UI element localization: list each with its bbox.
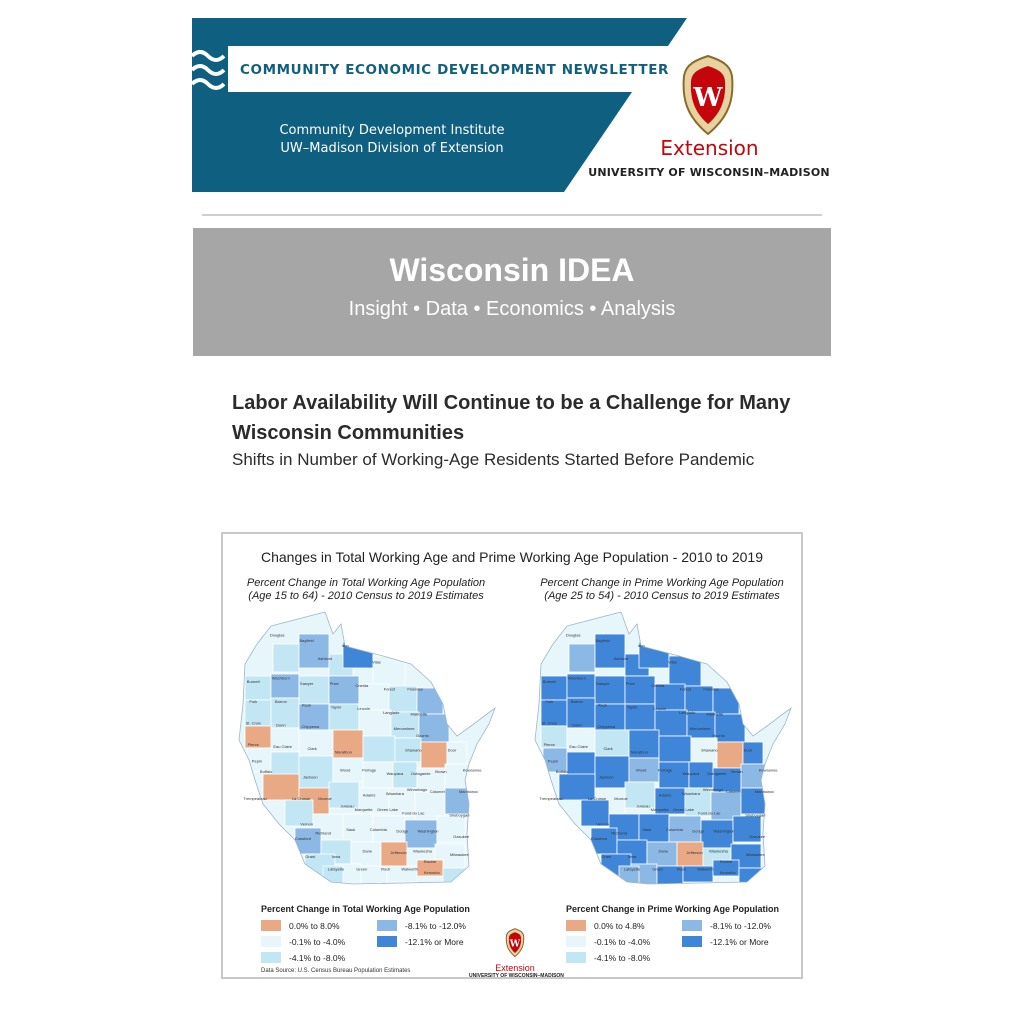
left-county-shape bbox=[421, 742, 447, 768]
left-county-shape bbox=[299, 730, 333, 756]
right-county-label: Door bbox=[743, 747, 753, 753]
left-county-label: Douglas bbox=[269, 632, 285, 638]
institute-line-1: Community Development Institute bbox=[279, 123, 505, 138]
left-county-label: Pepin bbox=[251, 758, 263, 764]
right-county-label: Waukesha bbox=[709, 848, 728, 854]
right-county-label: Racine bbox=[719, 859, 733, 865]
article-subheadline: Shifts in Number of Working-Age Residents Started Before Pandemic bbox=[232, 450, 755, 469]
left-county-label: Green Lake bbox=[377, 807, 399, 812]
left-county-label: Door bbox=[447, 747, 457, 753]
right-county-label: Outagamie bbox=[706, 771, 727, 776]
population-change-figure bbox=[221, 532, 803, 979]
left-county-label: Calumet bbox=[429, 789, 445, 794]
left-county-label: Rusk bbox=[302, 702, 312, 708]
left-county-label: Wood bbox=[340, 767, 351, 773]
left-county-label: Chippewa bbox=[301, 724, 320, 730]
mini-uw-crest-icon bbox=[504, 928, 526, 958]
left-county-label: Iron bbox=[341, 643, 349, 649]
left-county-label: Sawyer bbox=[299, 681, 314, 686]
right-county-label: Douglas bbox=[565, 632, 581, 638]
left-county-label: Langlade bbox=[383, 709, 400, 715]
right-county-label: Washington bbox=[713, 828, 735, 834]
left-county-label: Washington bbox=[417, 828, 439, 834]
left-county-label: Crawford bbox=[294, 835, 312, 841]
right-county-label: Fond du Lac bbox=[698, 810, 721, 816]
right-county-label: Winnebago bbox=[702, 787, 724, 793]
right-legend-item bbox=[566, 936, 650, 947]
left-county-shape bbox=[405, 820, 437, 848]
left-legend-title: Percent Change in Total Working Age Population bbox=[261, 904, 470, 914]
right-county-label: Florence bbox=[703, 686, 719, 692]
mini-extension-logo bbox=[469, 928, 564, 979]
right-county-shape bbox=[717, 742, 743, 768]
left-county-label: Manitowoc bbox=[458, 789, 479, 794]
left-county-shape bbox=[363, 736, 395, 762]
right-county-label: Lincoln bbox=[653, 706, 666, 712]
left-county-label: Milwaukee bbox=[449, 852, 469, 857]
right-county-label: Crawford bbox=[590, 835, 608, 841]
left-county-label: Clark bbox=[307, 745, 317, 751]
right-county-label: Pepin bbox=[547, 758, 559, 764]
left-legend-label: 0.0% to 8.0% bbox=[289, 920, 340, 931]
right-county-label: Walworth bbox=[697, 866, 714, 872]
left-county-label: Buffalo bbox=[259, 769, 273, 775]
newsletter-header bbox=[192, 18, 832, 192]
left-county-label: Polk bbox=[249, 699, 258, 704]
left-county-label: Forest bbox=[383, 686, 396, 692]
right-legend-swatch bbox=[682, 936, 702, 947]
left-county-label: Oconto bbox=[416, 733, 429, 739]
left-county-label: Columbia bbox=[369, 826, 387, 832]
left-county-label: Marathon bbox=[334, 749, 352, 755]
left-county-label: Winnebago bbox=[406, 787, 428, 793]
right-county-label: Rusk bbox=[598, 702, 608, 708]
left-county-label: Kewaunee bbox=[462, 767, 482, 773]
left-county-shape bbox=[443, 868, 467, 884]
left-county-label: Shawano bbox=[404, 747, 422, 753]
left-county-label: Rock bbox=[381, 866, 391, 872]
article-headline: Labor Availability Will Continue to be a Challenge for Many Wisconsin Communities bbox=[232, 392, 791, 444]
right-county-label: Waupaca bbox=[682, 771, 700, 776]
left-legend-label: -12.1% or More bbox=[405, 936, 464, 947]
left-county-label: Marinette bbox=[410, 711, 428, 717]
left-county-label: Green bbox=[356, 866, 368, 872]
left-county-label: Dane bbox=[362, 848, 373, 854]
right-county-label: Grant bbox=[601, 853, 612, 859]
left-county-label: Eau Claire bbox=[273, 744, 293, 749]
left-county-label: Monroe bbox=[318, 796, 332, 802]
right-county-label: Richland bbox=[611, 830, 627, 836]
left-map-caption-line-2: (Age 15 to 64) - 2010 Census to 2019 Estimates bbox=[248, 590, 484, 602]
right-county-label: Green bbox=[652, 866, 664, 872]
left-county-label: Burnett bbox=[246, 679, 260, 685]
left-county-label: Waushara bbox=[385, 790, 404, 796]
left-county-label: Juneau bbox=[340, 803, 354, 809]
right-county-label: Rock bbox=[677, 866, 687, 872]
left-map-caption-line-1: Percent Change in Total Working Age Population bbox=[246, 577, 486, 589]
right-map-caption-line-2: (Age 25 to 54) - 2010 Census to 2019 Estimates bbox=[544, 590, 780, 602]
left-county-label: La Crosse bbox=[291, 796, 311, 802]
right-legend-label: -12.1% or More bbox=[710, 936, 769, 947]
right-county-label: Barron bbox=[570, 699, 583, 704]
right-county-label: Ozaukee bbox=[749, 834, 766, 839]
right-county-shape bbox=[659, 736, 691, 762]
left-county-label: Marquette bbox=[354, 807, 373, 812]
right-county-label: Dane bbox=[658, 848, 669, 854]
left-county-label: Lincoln bbox=[357, 706, 370, 712]
institute-name bbox=[252, 122, 532, 158]
left-legend-label: -4.1% to -8.0% bbox=[289, 952, 346, 963]
right-county-label: Manitowoc bbox=[754, 789, 775, 794]
right-county-label: Pierce bbox=[543, 742, 555, 748]
left-legend-swatch bbox=[261, 936, 281, 947]
left-legend-swatch bbox=[261, 952, 281, 963]
left-county-label: Waukesha bbox=[413, 848, 432, 854]
right-county-label: Kewaunee bbox=[758, 767, 778, 773]
left-county-label: Dunn bbox=[276, 722, 286, 728]
left-legend-item bbox=[377, 920, 466, 931]
left-county-label: Jackson bbox=[302, 774, 318, 780]
left-county-label: Fond du Lac bbox=[402, 810, 425, 816]
right-county-label: Brown bbox=[731, 769, 743, 775]
left-county-label: Bayfield bbox=[299, 637, 314, 643]
institute-line-2: UW–Madison Division of Extension bbox=[280, 141, 504, 156]
right-county-label: Polk bbox=[545, 699, 554, 704]
figure-title: Changes in Total Working Age and Prime Working Age Population - 2010 to 2019 bbox=[261, 549, 763, 565]
right-county-label: Trempealeau bbox=[539, 796, 563, 802]
right-county-label: Lafayette bbox=[623, 866, 641, 872]
right-county-label: Kenosha bbox=[719, 870, 736, 875]
right-county-label: Juneau bbox=[636, 803, 650, 809]
left-legend-item bbox=[261, 952, 345, 963]
right-county-label: Eau Claire bbox=[569, 744, 589, 749]
right-county-label: Dunn bbox=[572, 722, 582, 728]
right-county-label: Washburn bbox=[567, 675, 586, 681]
uw-crest-icon bbox=[680, 54, 736, 138]
right-county-label: Waushara bbox=[681, 790, 700, 796]
right-county-label: Sauk bbox=[642, 826, 652, 832]
left-county-label: Portage bbox=[362, 767, 377, 773]
right-county-label: La Crosse bbox=[587, 796, 607, 802]
left-county-label: Racine bbox=[423, 859, 437, 865]
right-county-shape bbox=[743, 742, 763, 764]
left-county-label: Brown bbox=[435, 769, 447, 775]
right-county-label: Sawyer bbox=[595, 681, 610, 686]
right-legend-swatch bbox=[566, 920, 586, 931]
left-county-label: Outagamie bbox=[410, 771, 431, 776]
data-source-note: Data Source: U.S. Census Bureau Population Estimates bbox=[261, 968, 411, 974]
left-county-map bbox=[233, 604, 503, 894]
right-county-label: Chippewa bbox=[597, 724, 616, 730]
left-county-label: Dodge bbox=[396, 828, 409, 834]
right-county-label: Oconto bbox=[712, 733, 725, 739]
mini-extension-word: Extension bbox=[495, 963, 535, 973]
left-county-label: Vernon bbox=[300, 821, 313, 827]
left-county-label: Sauk bbox=[346, 826, 356, 832]
right-county-label: Forest bbox=[679, 686, 692, 692]
right-legend-swatch bbox=[566, 936, 586, 947]
left-county-label: Sheboygan bbox=[449, 812, 470, 818]
right-county-shape bbox=[701, 820, 733, 848]
banner-title: Wisconsin IDEA bbox=[389, 252, 635, 288]
right-county-label: Adams bbox=[658, 792, 672, 798]
right-county-label: Jackson bbox=[598, 774, 614, 780]
right-county-label: Burnett bbox=[542, 679, 556, 685]
left-legend-item bbox=[261, 920, 340, 931]
right-county-label: Wood bbox=[636, 767, 647, 773]
left-county-label: Florence bbox=[407, 686, 423, 692]
right-county-shape bbox=[713, 688, 739, 714]
left-county-label: Washburn bbox=[271, 675, 290, 681]
right-county-label: Dodge bbox=[692, 828, 705, 834]
right-map-caption-line-1: Percent Change in Prime Working Age Population bbox=[540, 577, 784, 589]
right-county-shape bbox=[595, 730, 629, 756]
right-legend-label: -8.1% to -12.0% bbox=[710, 920, 771, 931]
right-county-label: St. Croix bbox=[541, 720, 557, 726]
right-county-label: Calumet bbox=[725, 789, 741, 794]
right-county-shape bbox=[739, 868, 763, 884]
left-legend-swatch bbox=[261, 920, 281, 931]
left-legend-swatch bbox=[377, 920, 397, 931]
right-county-label: Marathon bbox=[630, 749, 648, 755]
banner-subtitle: Insight • Data • Economics • Analysis bbox=[348, 298, 676, 320]
left-county-label: Lafayette bbox=[327, 866, 345, 872]
right-county-label: Price bbox=[625, 681, 635, 686]
left-county-shape bbox=[299, 756, 333, 788]
right-county-label: Vernon bbox=[596, 821, 609, 827]
right-county-label: Menominee bbox=[689, 726, 711, 731]
right-county-label: Sheboygan bbox=[745, 812, 766, 818]
right-legend-title: Percent Change in Prime Working Age Population bbox=[566, 904, 780, 914]
right-legend bbox=[566, 904, 836, 976]
left-county-label: Walworth bbox=[401, 866, 418, 872]
right-county-label: Clark bbox=[603, 745, 613, 751]
right-legend-label: -0.1% to -4.0% bbox=[594, 936, 651, 947]
right-county-label: Iowa bbox=[627, 853, 637, 859]
extension-wordmark: Extension bbox=[660, 136, 759, 160]
right-map-caption bbox=[527, 577, 797, 603]
left-county-label: Vilas bbox=[372, 659, 381, 665]
left-county-label: Kenosha bbox=[423, 870, 440, 875]
university-wordmark: UNIVERSITY OF WISCONSIN–MADISON bbox=[588, 166, 830, 179]
left-legend-swatch bbox=[377, 936, 397, 947]
left-county-label: Pierce bbox=[247, 742, 259, 748]
right-county-shape bbox=[569, 644, 595, 672]
right-county-label: Vilas bbox=[668, 659, 677, 665]
right-legend-label: -4.1% to -8.0% bbox=[594, 952, 651, 963]
left-county-label: Iowa bbox=[331, 853, 341, 859]
left-county-shape bbox=[351, 842, 381, 866]
right-legend-swatch bbox=[566, 952, 586, 963]
right-legend-item bbox=[682, 936, 769, 947]
left-county-label: Ozaukee bbox=[453, 834, 470, 839]
left-legend-item bbox=[377, 936, 464, 947]
right-county-label: Iron bbox=[637, 643, 645, 649]
left-county-label: Waupaca bbox=[386, 771, 404, 776]
wisconsin-idea-banner bbox=[193, 228, 831, 356]
left-county-label: Taylor bbox=[330, 704, 342, 710]
left-county-label: Oneida bbox=[355, 682, 369, 688]
left-map-caption bbox=[231, 577, 501, 603]
left-legend-item bbox=[261, 936, 345, 947]
mini-university-word: UNIVERSITY OF WISCONSIN–MADISON bbox=[469, 973, 564, 979]
right-county-label: Columbia bbox=[665, 826, 683, 832]
right-legend-item bbox=[682, 920, 771, 931]
right-county-label: Marinette bbox=[706, 711, 724, 717]
left-county-shape bbox=[273, 644, 299, 672]
left-county-shape bbox=[417, 688, 443, 714]
svg-text:W: W bbox=[693, 83, 723, 113]
right-county-label: Oneida bbox=[651, 682, 665, 688]
left-county-shape bbox=[447, 742, 467, 764]
right-county-label: Monroe bbox=[614, 796, 628, 802]
right-legend-label: 0.0% to 4.8% bbox=[594, 920, 645, 931]
right-county-label: Green Lake bbox=[673, 807, 695, 812]
left-legend-label: -8.1% to -12.0% bbox=[405, 920, 466, 931]
left-county-label: Jefferson bbox=[390, 850, 407, 856]
left-county-label: Grant bbox=[305, 853, 316, 859]
left-county-label: Trempealeau bbox=[243, 796, 267, 802]
newsletter-title: COMMUNITY ECONOMIC DEVELOPMENT NEWSLETTER bbox=[240, 62, 670, 78]
right-county-label: Bayfield bbox=[595, 637, 610, 643]
right-county-label: Milwaukee bbox=[745, 852, 765, 857]
left-county-label: St. Croix bbox=[245, 720, 261, 726]
right-county-label: Portage bbox=[658, 767, 673, 773]
left-county-label: Menominee bbox=[393, 726, 415, 731]
right-county-label: Langlade bbox=[679, 709, 696, 715]
left-county-label: Price bbox=[329, 681, 339, 686]
right-county-label: Marquette bbox=[650, 807, 669, 812]
right-county-shape bbox=[647, 842, 677, 866]
right-county-label: Jefferson bbox=[686, 850, 703, 856]
right-county-map bbox=[529, 604, 799, 894]
left-county-label: Ashland bbox=[317, 655, 333, 661]
right-legend-swatch bbox=[682, 920, 702, 931]
right-county-shape bbox=[567, 752, 595, 776]
right-county-shape bbox=[595, 756, 629, 788]
right-legend-item bbox=[566, 920, 645, 931]
svg-text:W: W bbox=[509, 938, 521, 950]
left-legend-label: -0.1% to -4.0% bbox=[289, 936, 346, 947]
left-county-label: Adams bbox=[362, 792, 376, 798]
left-county-label: Barron bbox=[274, 699, 287, 704]
right-county-label: Taylor bbox=[626, 704, 638, 710]
divider bbox=[202, 214, 822, 216]
right-county-label: Shawano bbox=[700, 747, 718, 753]
right-county-label: Buffalo bbox=[555, 769, 569, 775]
right-legend-item bbox=[566, 952, 650, 963]
left-county-label: Richland bbox=[315, 830, 331, 836]
right-county-label: Ashland bbox=[613, 655, 629, 661]
left-county-shape bbox=[271, 752, 299, 776]
